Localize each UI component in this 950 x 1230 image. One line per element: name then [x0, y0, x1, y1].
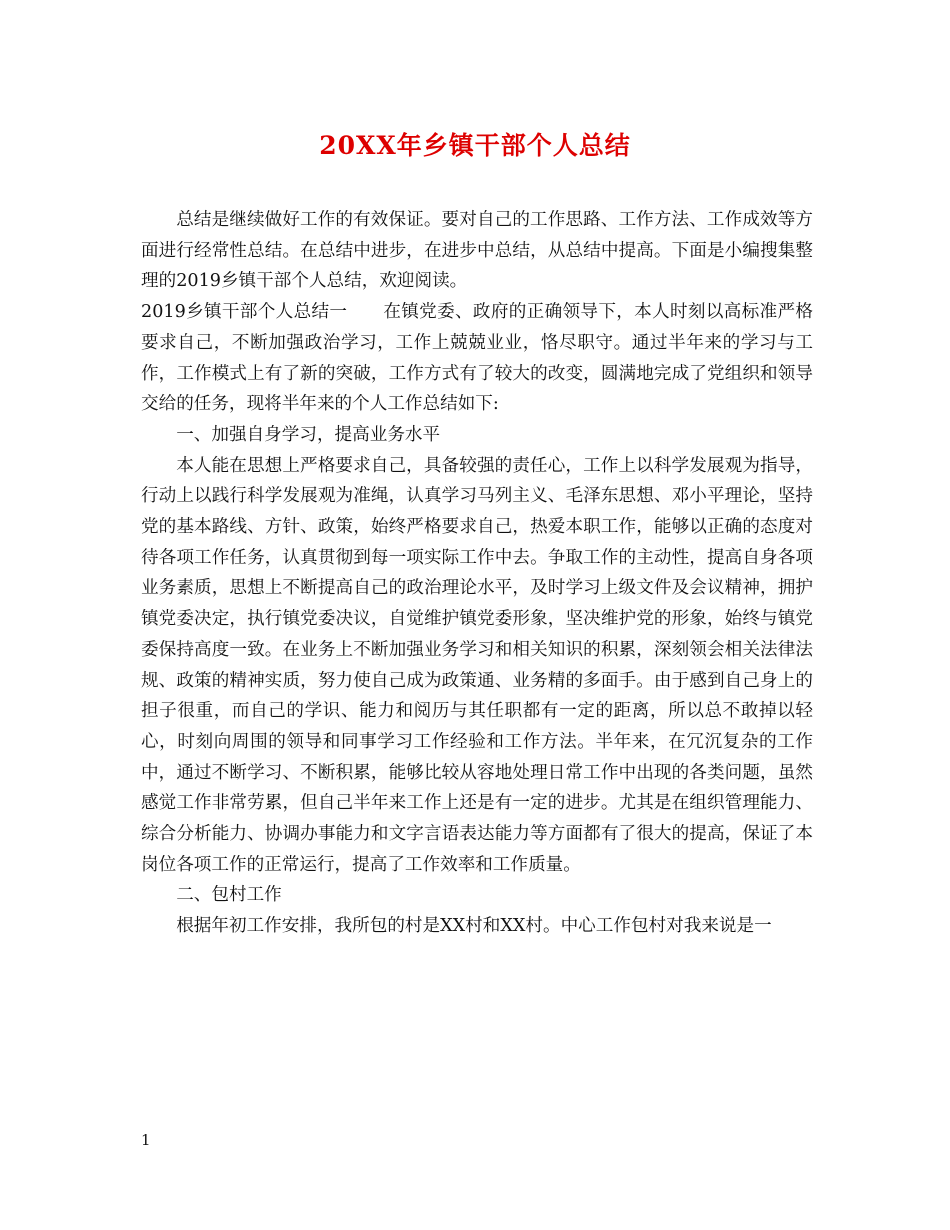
section1-label: 2019乡镇干部个人总结一 [141, 302, 348, 323]
section-heading-2: 二、包村工作 [176, 885, 282, 906]
section-heading-1: 一、加强自身学习，提高业务水平 [176, 424, 441, 445]
paragraph-2: 根据年初工作安排，我所包的村是XX村和XX村。中心工作包村对我来说是一 [176, 916, 772, 937]
page-number: 1 [141, 1131, 151, 1149]
document-body [141, 205, 813, 942]
paragraph-1: 本人能在思想上严格要求自己，具备较强的责任心，工作上以科学发展观为指导，行动上以践行科学发展观为准绳，认真学习马列主义、毛泽东思想、邓小平理论，坚持党的基本路线、方针、政策，始终严格要求自己，热爱本职工作，能够以正确的态度对待各项工作任务，认真贯彻到每一项实际工作中去。争取工作的主动性，提高自身各项业务素质，思想上不断提高自己的政治理论水平，及时学习上级文件及会议精神，拥护镇党委决定，执行镇党委决议，自觉维护镇党委形象，坚决维护党的形象，始终与镇党委保持高度一致。在业务上不断加强业务学习和相关知识的积累，深刻领会相关法律法规、政策的精神实质，努力使自己成为政策通、业务精的多面手。由于感到自己身上的担子很重，而自己的学识、能力和阅历与其任职都有一定的距离，所以总不敢掉以轻心，时刻向周围的领导和同事学习工作经验和工作方法。半年来，在冗沉复杂的工作中，通过不断学习、不断积累，能够比较从容地处理日常工作中出现的各类问题，虽然感觉工作非常劳累，但自己半年来工作上还是有一定的进步。尤其是在组织管理能力、综合分析能力、协调办事能力和文字言语表达能力等方面都有了很大的提高，保证了本岗位各项工作的正常运行，提高了工作效率和工作质量。 [141, 455, 813, 875]
section1-paragraph [141, 297, 813, 420]
section1-text: 在镇党委、政府的正确领导下，本人时刻以高标准严格要求自己，不断加强政治学习，工作上兢兢业业，恪尽职守。通过半年来的学习与工作，工作模式上有了新的突破，工作方式有了较大的改变，圆满地完成了党组织和领导交给的任务，现将半年来的个人工作总结如下: [141, 302, 813, 415]
intro-paragraph: 总结是继续做好工作的有效保证。要对自己的工作思路、工作方法、工作成效等方面进行经常性总结。在总结中进步，在进步中总结，从总结中提高。下面是小编搜集整理的2019乡镇干部个人总结，欢迎阅读。 [141, 210, 813, 292]
document-title: 20XX年乡镇干部个人总结 [319, 131, 631, 160]
